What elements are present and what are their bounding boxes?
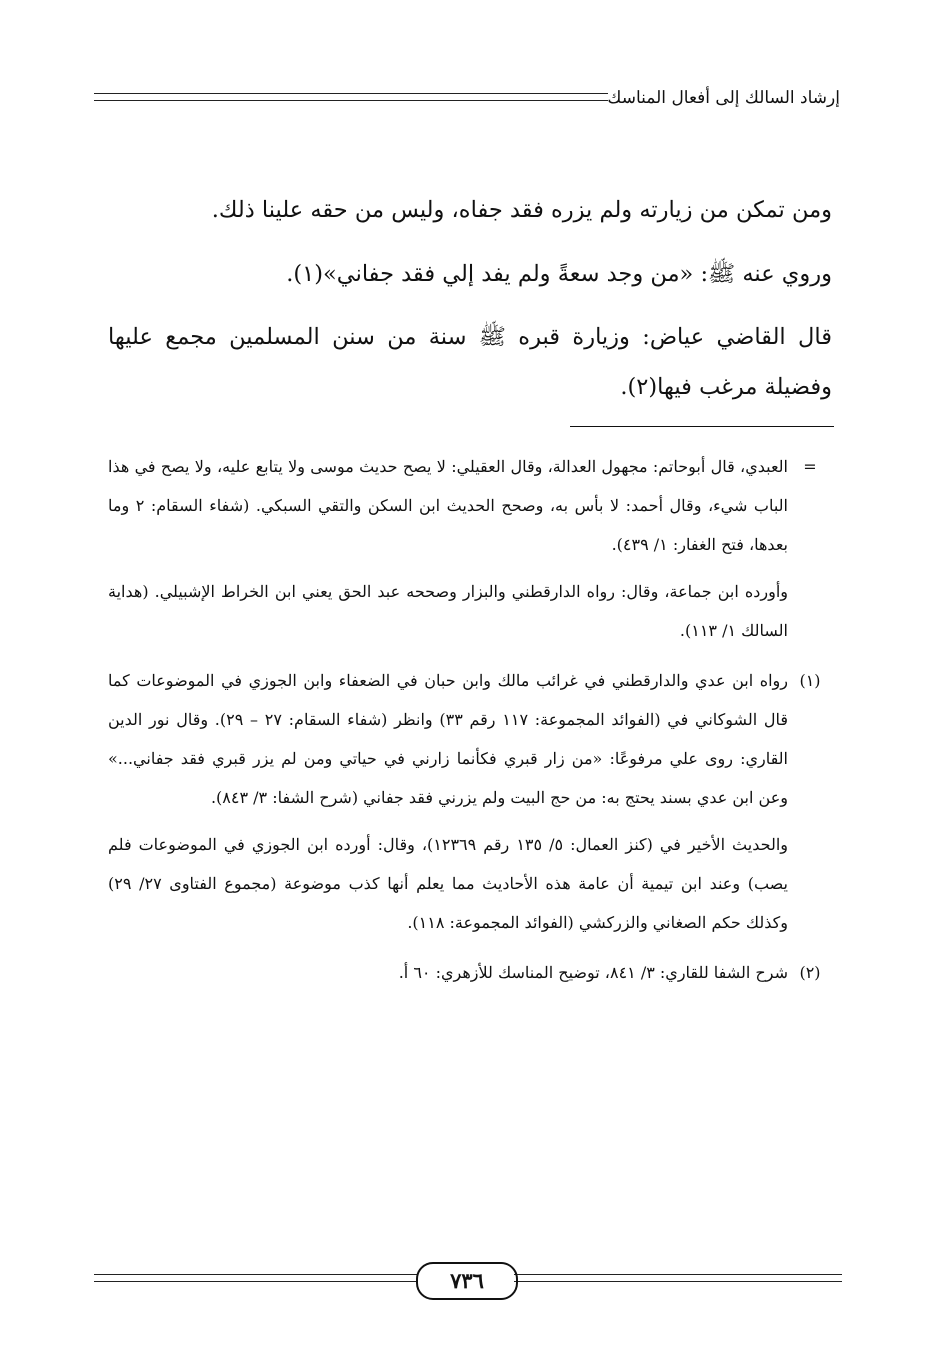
footnotes	[108, 447, 832, 1003]
footnote-separator	[570, 426, 834, 427]
footnote-paragraph: والحديث الأخير في (كنز العمال: ٥/ ١٣٥ رقم ١٢٣٦٩)، وقال: أورده ابن الجوزي في الموضوعات فلم يصب) وعند ابن تيمية أن عامة هذه الأحاديث مما يعلم أنها كذب موضوعة (مجموع الفتاوى ٢٧/ ٢٩) وكذلك حكم الصغاني والزركشي (الفوائد المجموعة: ١١٨).	[108, 835, 788, 932]
paragraph-3: قال القاضي عياض: وزيارة قبره ﷺ سنة من سنن المسلمين مجمع عليها وفضيلة مرغب فيها(٢).	[108, 324, 832, 400]
paragraph-2: وروي عنه ﷺ: «من وجد سعةً ولم يفد إلي فقد جفاني»(١).	[286, 261, 832, 287]
footnote-2	[108, 953, 832, 992]
footnote-2-mark: (٢)	[799, 963, 821, 982]
page-number: ٧٣٦	[416, 1262, 518, 1300]
footnote-1	[108, 661, 832, 942]
footnote-paragraph: رواه ابن عدي والدارقطني في غرائب مالك وابن حبان في الضعفاء وابن الجوزي في الموضوعات كما قال الشوكاني في (الفوائد المجموعة: ١١٧ رقم ٣٣) وانظر (شفاء السقام: ٢٧ – ٢٩). وقال نور الدين القاري: روى علي مرفوعًا: «من زار قبري فكأنما زارني في حياتي ومن لم يزر قبري فقد جفاني...» وعن ابن عدي بسند يحتج به: من حج البيت ولم يزرني فقد جفاني (شرح الشفا: ٣/ ٨٤٣).	[108, 671, 789, 807]
footnote-paragraph: وأورده ابن جماعة، وقال: رواه الدارقطني والبزار وصححه عبد الحق يعني ابن الخراط الإشبيلي. (هداية السالك ١/ ١١٣).	[108, 582, 788, 640]
footnote-paragraph: شرح الشفا للقاري: ٣/ ٨٤١، توضيح المناسك للأزهري: ٦٠ أ.	[398, 963, 788, 982]
header-double-rule	[94, 93, 608, 101]
footer-rule-right	[514, 1274, 842, 1282]
paragraph-1: ومن تمكن من زيارته ولم يزره فقد جفاه، وليس من حقه علينا ذلك.	[211, 197, 832, 223]
footnote-paragraph: العبدي، قال أبوحاتم: مجهول العدالة، وقال العقيلي: لا يصح حديث موسى ولا يتابع عليه، ولا يصح في هذا الباب شيء، وقال أحمد: لا بأس به، وصحح الحديث ابن السكن والتقي السبكي. (شفاء السقام: ٢ وما بعدها، فتح الغفار: ١/ ٤٣٩).	[108, 457, 788, 554]
continuation-mark: =	[803, 457, 817, 476]
main-text	[108, 178, 832, 412]
footer-rule-left	[94, 1274, 417, 1282]
footnote-continuation	[108, 447, 832, 650]
running-header	[94, 86, 840, 110]
footnote-1-mark: (١)	[799, 671, 821, 690]
book-title: إرشاد السالك إلى أفعال المناسك	[607, 88, 840, 108]
